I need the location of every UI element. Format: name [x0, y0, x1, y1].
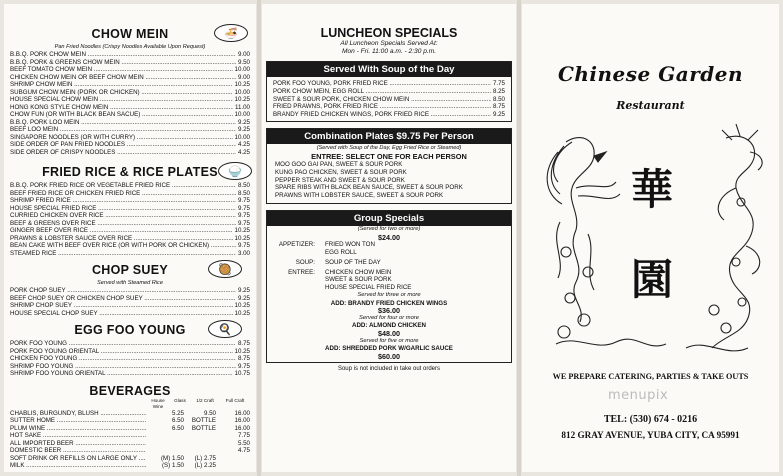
group-entree-val-1: CHICKEN CHOW MEIN	[325, 268, 392, 276]
item-name: PORK CHOP SUEY .....	[10, 287, 236, 295]
menu-item-row	[10, 149, 250, 157]
beverage-price	[146, 447, 184, 455]
beverage-price: BOTTLE	[191, 417, 216, 424]
group-add-five: ADD: SHREDDED PORK W/GARLIC SAUCE	[325, 345, 453, 353]
item-name: PRAWNS & LOBSTER SAUCE OVER RICE .....	[10, 235, 233, 243]
beverages-list	[4, 410, 256, 470]
menu-item-row	[10, 340, 250, 348]
item-name: SIDE ORDER OF PAN FRIED NOODLES .....	[10, 141, 236, 149]
item-price: 9.25	[237, 126, 250, 133]
item-name: HOUSE SPECIAL CHOW MEIN .....	[10, 96, 233, 104]
item-name: BRANDY FRIED CHICKEN WINGS, PORK FRIED RICE .....	[273, 111, 491, 119]
soup-specials-list	[267, 77, 511, 119]
combination-entree: PEPPER STEAK AND SWEET & SOUR PORK	[275, 176, 405, 184]
group-entree-row-2	[267, 276, 511, 284]
item-price: 10.25	[234, 81, 250, 88]
item-name: SHRIMP CHOW MEIN .....	[10, 81, 233, 89]
group-note-four: Served for four or more	[359, 314, 419, 321]
beverage-price: 5.50	[237, 439, 250, 447]
beverage-row	[4, 417, 256, 425]
menu-item-row	[10, 104, 250, 112]
beverage-price: 6.50	[171, 417, 184, 424]
menu-item-row	[10, 310, 250, 318]
takeout-note: Soup is not included in take out orders	[337, 366, 441, 373]
beverage-price: 9.50	[203, 409, 216, 417]
beverages-column-headers	[4, 398, 256, 410]
group-specials-bar: Group Specials	[267, 211, 511, 226]
group-appetizer-key: APPETIZER:	[278, 241, 315, 249]
menu-item-row	[267, 96, 511, 104]
beverage-row	[4, 425, 256, 433]
menu-item-row	[10, 141, 250, 149]
menu-item-row	[10, 66, 250, 74]
group-price-five: $60.00	[378, 351, 400, 361]
menu-left-panel	[4, 4, 256, 472]
item-price: 10.00	[234, 66, 250, 73]
item-price: 9.25	[237, 118, 250, 126]
menu-item-row	[10, 74, 250, 82]
egg-foo-young-list	[4, 340, 256, 378]
phoenix-dragon-artwork	[536, 122, 768, 362]
menu-item-row	[10, 348, 250, 356]
group-price-three: $36.00	[378, 306, 400, 316]
item-name: CHOW FUN (OR WITH BLACK BEAN SACUE) .....	[10, 111, 233, 119]
menu-middle-panel	[262, 4, 516, 472]
item-price: 10.25	[234, 302, 250, 309]
item-name: B.B.Q. PORK LOO MEIN .....	[10, 119, 236, 127]
yuan-character: 園	[630, 255, 674, 304]
item-name: HONG KONG STYLE CHOW MEIN .....	[10, 104, 233, 112]
menu-item-row	[10, 287, 250, 295]
col-glass: Glass	[174, 397, 186, 403]
item-price: 8.75	[237, 340, 250, 347]
item-name: PORK FOO YOUNG .....	[10, 340, 236, 348]
item-name: BEEF FRIED RICE OR CHICKEN FRIED RICE .....	[10, 190, 236, 198]
beverage-name: CHABLIS, BURGUNDY, BLUSH .....	[10, 410, 146, 418]
item-price: 10.25	[234, 347, 250, 355]
item-name: BEEF LOO MEIN .....	[10, 126, 236, 134]
hua-character: 華	[630, 165, 674, 214]
group-add-three: ADD: BRANDY FRIED CHICKEN WINGS	[330, 299, 448, 307]
menu-item-row	[10, 363, 250, 371]
beverages-title: BEVERAGES	[89, 383, 171, 398]
chop-suey-header	[4, 260, 256, 280]
combination-bar: Combination Plates $9.75 Per Person	[267, 129, 511, 144]
catering-tagline: WE PREPARE CATERING, PARTIES & TAKE OUTS	[552, 372, 749, 381]
beverage-row	[4, 447, 256, 455]
beverage-price	[216, 455, 250, 463]
item-price: 8.75	[492, 103, 505, 111]
menu-item-row	[10, 190, 250, 198]
menu-item-row	[10, 182, 250, 190]
item-price: 7.75	[492, 80, 505, 87]
beverage-price	[146, 432, 184, 440]
menu-item-row	[10, 220, 250, 228]
item-price: 8.50	[492, 95, 505, 103]
chop-suey-title: CHOP SUEY	[91, 263, 169, 277]
combination-list	[267, 161, 511, 200]
item-name: B.B.Q. PORK CHOW MEIN .....	[10, 51, 236, 59]
item-name: SWEET & SOUR PORK, CHICKEN CHOW MEIN .....	[273, 96, 491, 104]
group-price-two: $24.00	[378, 232, 400, 242]
beverage-price: (M) 1.50	[160, 454, 184, 462]
item-price: 9.25	[237, 287, 250, 294]
beverage-price: (S) 1.50	[161, 462, 184, 469]
item-name: BEAN CAKE WITH BEEF OVER RICE (OR WITH PORK OR CHICKEN) .....	[10, 242, 236, 250]
combination-entree: PRAWNS WITH LOBSTER SAUCE, SWEET & SOUR PORK	[275, 192, 444, 200]
luncheon-subtitle-2: Mon - Fri. 11:00 a.m. - 2:30 p.m.	[341, 48, 437, 55]
menu-item-row	[10, 302, 250, 310]
group-soup-row	[267, 259, 511, 267]
beverage-name: PLUM WINE .....	[10, 425, 146, 433]
restaurant-name: Chinese Garden	[557, 62, 744, 86]
item-name: BEEF TOMATO CHOW MEIN .....	[10, 66, 233, 74]
item-price: 11.00	[234, 103, 250, 111]
beverage-row	[4, 462, 256, 470]
beverage-price: 7.75	[237, 432, 250, 439]
item-price: 10.25	[234, 234, 250, 242]
item-name: BEEF CHOP SUEY OR CHICKEN CHOP SUEY .....	[10, 295, 236, 303]
omelette-plate-icon: 🍳	[208, 320, 242, 338]
egg-foo-young-title: EGG FOO YOUNG	[74, 323, 186, 337]
chop-suey-subtitle: Served with Steamed Rice	[97, 280, 163, 286]
item-name: BEEF & GREENS OVER RICE .....	[10, 220, 236, 228]
beverage-price: 16.00	[234, 424, 250, 432]
item-price: 9.75	[237, 219, 250, 227]
item-price: 10.00	[234, 133, 250, 141]
beverage-price	[146, 440, 184, 448]
item-name: STEAMED RICE .....	[10, 250, 236, 258]
item-price: 9.75	[237, 212, 250, 219]
chop-suey-list	[4, 287, 256, 317]
item-name: GINGER BEEF OVER RICE .....	[10, 227, 233, 235]
menu-item-row	[10, 59, 250, 67]
item-name: SHRIMP FRIED RICE .....	[10, 197, 236, 205]
beverage-price	[216, 462, 250, 470]
beverage-price	[184, 432, 216, 440]
menu-item-row	[10, 126, 250, 134]
menu-item-row	[267, 103, 511, 111]
group-soup-key: SOUP:	[295, 258, 315, 266]
beverage-row	[4, 410, 256, 418]
item-price: 8.50	[237, 182, 250, 189]
group-price-four: $48.00	[378, 328, 400, 338]
beverage-row	[4, 432, 256, 440]
menu-item-row	[267, 111, 511, 119]
luncheon-subtitle-1: All Luncheon Specials Served At:	[340, 40, 438, 47]
item-name: SHRIMP CHOP SUEY .....	[10, 302, 233, 310]
item-name: SUBGUM CHOW MEIN (PORK OR CHICKEN) .....	[10, 89, 233, 97]
item-price: 9.75	[237, 242, 250, 249]
menu-item-row	[10, 51, 250, 59]
group-add-four: ADD: ALMOND CHICKEN	[351, 322, 426, 330]
menu-item-row	[10, 134, 250, 142]
beverage-price: 5.25	[171, 409, 184, 417]
item-name: CHICKEN CHOW MEIN OR BEEF CHOW MEIN .....	[10, 74, 236, 82]
item-price: 9.00	[237, 73, 250, 81]
luncheon-title: LUNCHEON SPECIALS	[320, 26, 458, 40]
item-price: 9.50	[237, 58, 250, 66]
chow-mein-title: CHOW MEIN	[91, 27, 169, 41]
menu-item-row	[10, 355, 250, 363]
fried-rice-title: FRIED RICE & RICE PLATES	[42, 165, 218, 179]
beverage-name: ALL IMPORTED BEER .....	[10, 440, 146, 448]
item-price: 9.75	[237, 204, 250, 212]
beverage-row	[4, 455, 256, 463]
item-price: 10.00	[234, 88, 250, 96]
menu-item-row	[10, 119, 250, 127]
group-note-three: Served for three or more	[357, 291, 421, 298]
item-price: 10.75	[234, 370, 250, 377]
group-entree-val-2: SWEET & SOUR PORK	[325, 276, 392, 284]
beverage-price: 4.75	[237, 447, 250, 454]
group-soup-val: SOUP OF THE DAY	[325, 258, 381, 266]
combination-entree: SPARE RIBS WITH BLACK BEAN SAUCE, SWEET & SOUR PORK	[275, 184, 463, 192]
combination-entree: MOO GOO GAI PAN, SWEET & SOUR PORK	[275, 160, 403, 168]
item-name: SHRIMP FOO YOUNG .....	[10, 363, 236, 371]
group-appetizer-row-2	[267, 249, 511, 257]
chow-mein-subtitle: Pan Fried Noodles (Crispy Noodles Available Upon Request)	[54, 44, 206, 50]
group-note-five: Served for five or more	[359, 337, 419, 344]
beverage-name: SOFT DRINK OR REFILLS ON LARGE ONLY .....	[10, 455, 146, 463]
beverage-price: BOTTLE	[191, 424, 216, 432]
menu-item-row	[10, 81, 250, 89]
menu-item-row	[10, 295, 250, 303]
col-full-craft: Full Craft	[225, 397, 245, 403]
noodle-bowl-icon: 🍜	[214, 24, 248, 42]
beverage-name: HOT SAKE .....	[10, 432, 146, 440]
item-price: 10.00	[234, 111, 250, 118]
menu-item-row	[267, 80, 511, 88]
dragon-illustration	[686, 124, 762, 351]
item-price: 10.25	[234, 227, 250, 234]
menu-item-row	[10, 205, 250, 213]
address: 812 GRAY AVENUE, YUBA CITY, CA 95991	[561, 430, 740, 440]
chop-suey-plate-icon: 🥘	[208, 260, 242, 278]
item-name: PORK FOO YOUNG ORIENTAL .....	[10, 348, 233, 356]
group-entree-row-3	[267, 284, 511, 292]
beverage-price	[184, 447, 216, 455]
item-price: 8.25	[492, 87, 505, 95]
item-name: CURRIED CHICKEN OVER RICE .....	[10, 212, 236, 220]
menu-item-row	[10, 212, 250, 220]
beverage-price: 16.00	[234, 417, 250, 424]
item-price: 10.25	[234, 96, 250, 103]
beverage-price: 6.50	[171, 424, 184, 432]
fried-rice-list	[4, 182, 256, 257]
item-price: 8.50	[237, 189, 250, 197]
chow-mein-list	[4, 51, 256, 156]
fried-rice-header	[4, 162, 256, 182]
item-price: 9.25	[237, 294, 250, 302]
group-appetizer-val-2: EGG ROLL	[325, 248, 357, 256]
item-name: PORK FOO YOUNG, PORK FRIED RICE .....	[273, 80, 491, 88]
item-name: HOUSE SPECIAL FRIED RICE .....	[10, 205, 236, 213]
item-price: 4.25	[237, 148, 250, 156]
col-half-craft: 1/2 Craft	[196, 397, 214, 403]
item-name: FRIED PRAWNS, PORK FRIED RICE .....	[273, 103, 491, 111]
group-specials-box	[266, 210, 512, 363]
item-price: 8.75	[237, 355, 250, 362]
item-price: 9.00	[237, 51, 250, 58]
combination-box	[266, 128, 512, 204]
egg-foo-young-header	[4, 320, 256, 340]
group-entree-key: ENTREE:	[288, 268, 315, 276]
menu-item-row	[10, 370, 250, 378]
item-name: B.B.Q. PORK & GREENS CHOW MEIN .....	[10, 59, 236, 67]
combination-entree-head: ENTREE: SELECT ONE FOR EACH PERSON	[311, 151, 467, 161]
combination-entree: KUNG PAO CHICKEN, SWEET & SOUR PORK	[275, 168, 407, 176]
menupix-watermark: menupix	[608, 388, 669, 403]
item-name: HOUSE SPECIAL CHOP SUEY .....	[10, 310, 233, 318]
item-price: 10.25	[234, 309, 250, 317]
col-house-wine: House Wine	[151, 397, 165, 409]
menu-item-row	[10, 227, 250, 235]
item-price: 4.25	[237, 141, 250, 148]
beverage-row	[4, 440, 256, 448]
soup-specials-box	[266, 61, 512, 122]
menu-item-row	[10, 96, 250, 104]
item-name: B.B.Q. PORK FRIED RICE OR VEGETABLE FRIED RICE .....	[10, 182, 236, 190]
item-price: 3.00	[237, 249, 250, 257]
item-name: CHICKEN FOO YOUNG .....	[10, 355, 236, 363]
menu-item-row	[10, 111, 250, 119]
item-price: 9.75	[237, 197, 250, 204]
beverage-name: DOMESTIC BEER .....	[10, 447, 146, 455]
beverage-price: (L) 2.25	[194, 462, 216, 469]
group-entree-val-3: HOUSE SPECIAL FRIED RICE	[325, 284, 412, 292]
group-appetizer-val-1: FRIED WON TON	[325, 241, 375, 249]
item-name: SHRIMP FOO YOUNG ORIENTAL .....	[10, 370, 233, 378]
menu-item-row	[10, 235, 250, 243]
rice-plate-icon: 🍚	[218, 162, 252, 180]
beverage-price	[184, 440, 216, 448]
item-price: 9.75	[237, 362, 250, 370]
beverage-price: 16.00	[234, 409, 250, 417]
restaurant-subtitle: Restaurant	[616, 99, 685, 112]
combination-note: (Served with Soup of the Day, Egg Fried Rice or Steamed)	[316, 144, 462, 151]
menu-cover-panel	[522, 4, 779, 472]
beverage-name: MILK .....	[10, 462, 146, 470]
menu-item-row	[10, 197, 250, 205]
soup-specials-bar: Served With Soup of the Day	[267, 62, 511, 77]
telephone: TEL: (530) 674 - 0216	[603, 414, 698, 425]
beverage-name: SUTTER HOME .....	[10, 417, 146, 425]
beverage-price: (L) 2.75	[194, 454, 216, 462]
group-entree-row	[267, 269, 511, 277]
menu-item-row	[10, 242, 250, 250]
item-price: 9.25	[492, 111, 505, 119]
beverages-header	[4, 381, 256, 398]
item-name: SINGAPORE NOODLES (OR WITH CURRY) .....	[10, 134, 233, 142]
item-name: PORK CHOW MEIN, EGG ROLL .....	[273, 88, 491, 96]
group-note-two: (Served for two or more)	[357, 225, 421, 232]
menu-item-row	[267, 88, 511, 96]
menu-item-row	[10, 250, 250, 258]
item-name: SIDE ORDER OF CRISPY NOODLES .....	[10, 149, 236, 157]
chow-mein-header	[4, 24, 256, 44]
menu-item-row	[10, 89, 250, 97]
group-appetizer-row	[267, 241, 511, 249]
